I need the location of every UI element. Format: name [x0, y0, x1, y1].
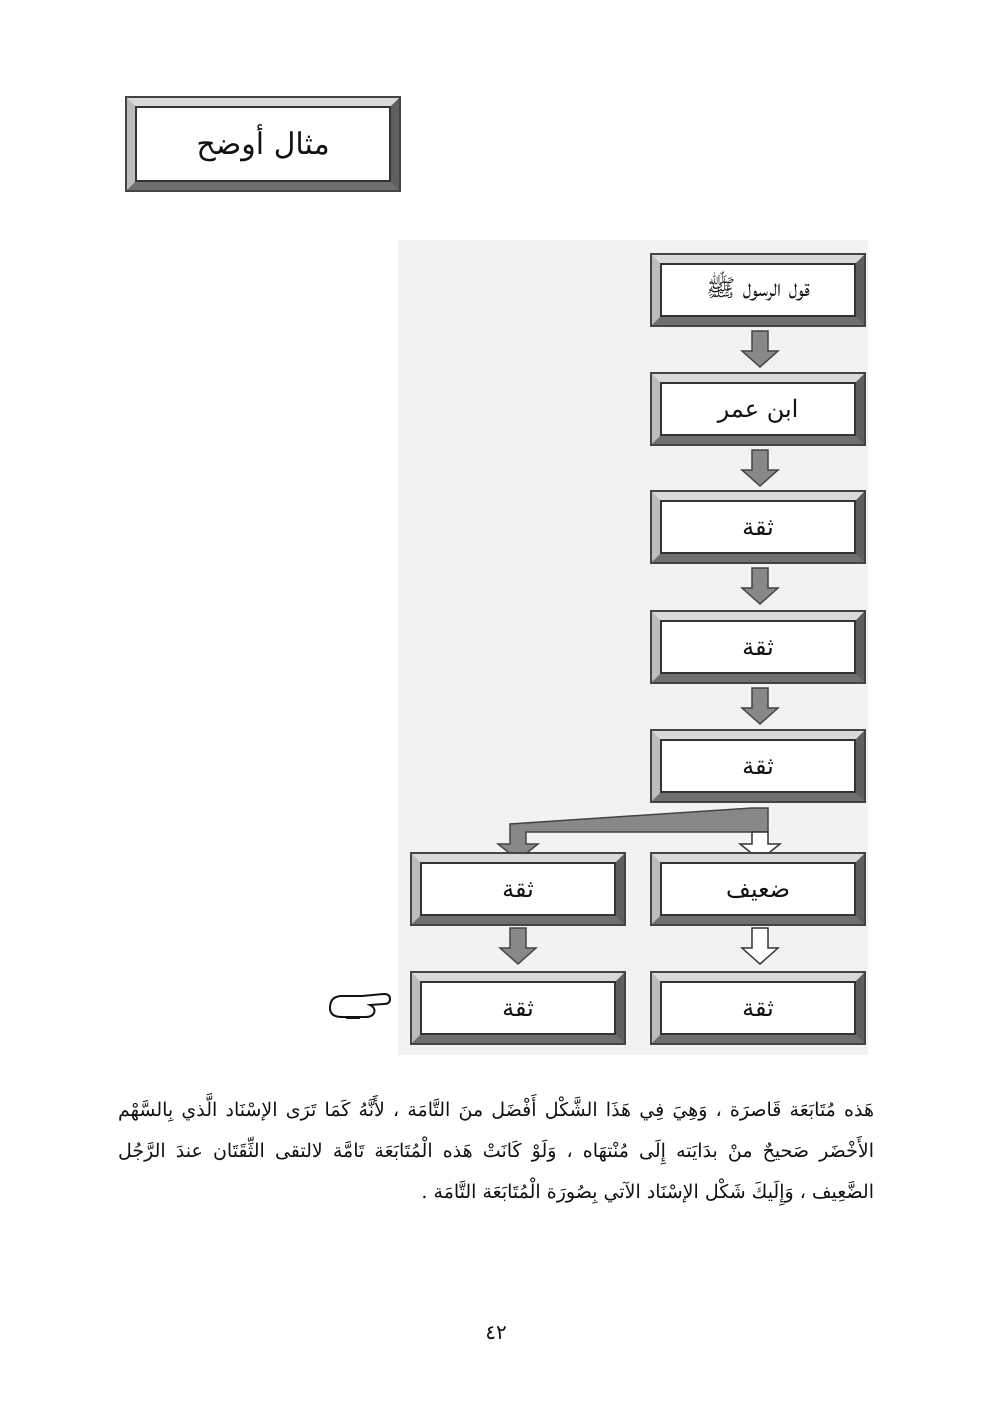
box-right-lower: [652, 973, 864, 1043]
explanation-paragraph: هَذه مُتَابَعَة قَاصرَة ، وَهِيَ فِي هَذَا الشَّكْل أَفْضَل منَ التَّامَة ، لأَنَّهُ كَمَا تَرَى الإسْنَاد الَّذي بِالسَّهْم الأَخْضَر صَحيحٌ منْ بدَايَته إِلَى مُنْتهَاه ، وَلَوْ كَانَتْ هَذه الْمُتَابَعَة تَامَّة لالتقى الثِّقَتَان عندَ الرَّجُل الضَّعِيف ، وَإِلَيكَ شَكْل الإسْنَاد الآتي بِصُورَة الْمُتَابَعَة التَّامَة .: [118, 1099, 874, 1203]
box-narrator-3-label: ثقة: [742, 752, 774, 780]
box-right-upper: [652, 854, 864, 924]
box-narrator-1-label: ثقة: [742, 513, 774, 541]
box-companion: [652, 374, 864, 444]
box-narrator-2: [652, 612, 864, 682]
box-right-upper-label: ضعيف: [725, 875, 791, 903]
box-left-lower: [412, 973, 624, 1043]
box-left-lower-label: ثقة: [502, 994, 534, 1022]
box-narrator-1: [652, 492, 864, 562]
box-narrator-2-label: ثقة: [742, 633, 774, 661]
arrow-right-lower: [742, 928, 778, 964]
title-text: مثال أوضح: [196, 126, 330, 162]
pointing-hand-icon: [330, 994, 390, 1018]
arrow-down-3: [742, 568, 778, 604]
arrow-down-2: [742, 450, 778, 486]
arrow-left-lower: [500, 928, 536, 964]
arrow-down-1: [742, 331, 778, 367]
page-number: ٤٢: [485, 1320, 507, 1344]
box-left-upper: [412, 854, 624, 924]
box-companion-label: ابن عمر: [717, 395, 799, 423]
box-prophet-saying: [652, 255, 864, 325]
arrow-down-4: [742, 688, 778, 724]
box-right-lower-label: ثقة: [742, 994, 774, 1022]
box-prophet-saying-label: قول الرسول ﷺ: [706, 273, 810, 302]
box-narrator-3: [652, 731, 864, 801]
arrow-to-left-branch: [498, 808, 768, 860]
box-left-upper-label: ثقة: [502, 875, 534, 903]
